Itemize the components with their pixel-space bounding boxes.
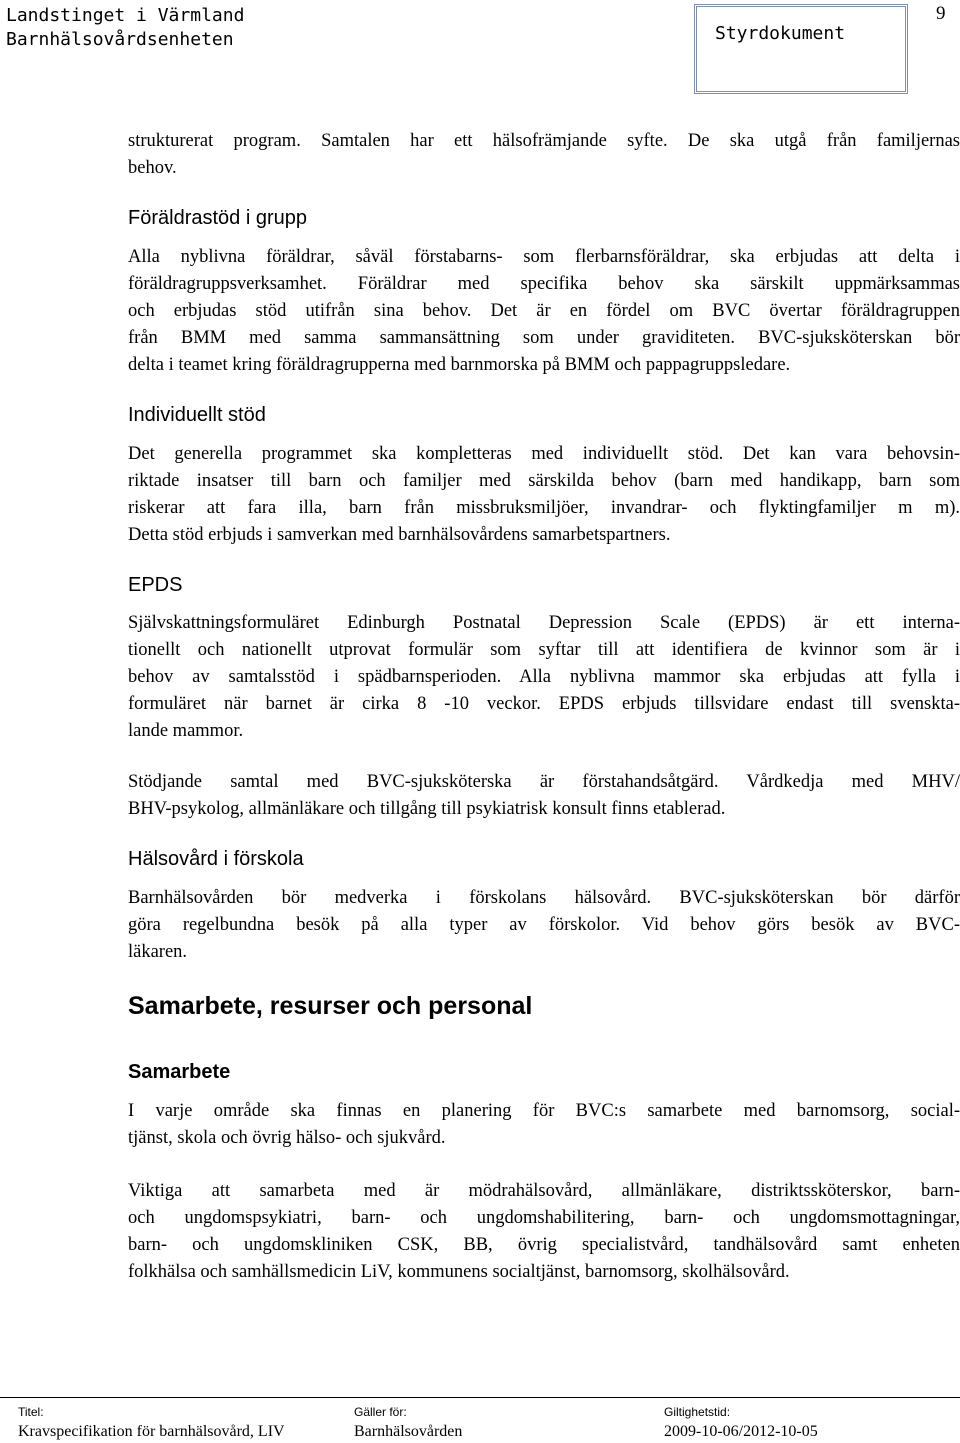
section-heading-epds: EPDS <box>128 574 183 596</box>
section-heading-forskola: Hälsovård i förskola <box>128 848 304 870</box>
subheading-samarbete: Samarbete <box>128 1061 231 1083</box>
paragraph-line: från BMM med samma sammansättning som under graviditeten. BVC-sjuksköterskan bör <box>128 328 960 348</box>
footer-applies-label: Gäller för: <box>354 1405 407 1419</box>
paragraph-line: tionellt och nationellt utprovat formulär som syftar till att identifiera de kvinnor som är i <box>128 640 960 660</box>
paragraph-line: Stödjande samtal med BVC-sjuksköterska är förstahandsåtgärd. Vårdkedja med MHV/ <box>128 772 960 792</box>
paragraph-line: och ungdomspsykiatri, barn- och ungdomshabilitering, barn- och ungdomsmottagningar, <box>128 1208 960 1228</box>
paragraph-line: föräldragruppsverksamhet. Föräldrar med specifika behov ska särskilt uppmärksammas <box>128 274 960 294</box>
paragraph-line: Barnhälsovården bör medverka i förskolans hälsovård. BVC-sjuksköterskan bör därför <box>128 888 960 908</box>
paragraph-line: läkaren. <box>128 942 188 962</box>
paragraph-line: behov av samtalsstöd i spädbarnsperioden. Alla nyblivna mammor ska erbjudas att fylla i <box>128 667 960 687</box>
paragraph-line: formuläret när barnet är cirka 8 -10 veckor. EPDS erbjuds tillsvidare endast till svenskta- <box>128 694 960 714</box>
header-unit-name: Barnhälsovårdsenheten <box>6 29 234 50</box>
paragraph-line: BHV-psykolog, allmänläkare och tillgång till psykiatrisk konsult finns etablerad. <box>128 799 726 819</box>
section-heading-individuellt: Individuellt stöd <box>128 404 266 426</box>
paragraph-line: lande mammor. <box>128 721 244 741</box>
footer-title-label: Titel: <box>18 1405 44 1419</box>
paragraph-line: Viktiga att samarbeta med är mödrahälsovård, allmänläkare, distriktssköterskor, barn- <box>128 1181 960 1201</box>
paragraph-line: Detta stöd erbjuds i samverkan med barnhälsovårdens samarbetspartners. <box>128 525 671 545</box>
document-type-label: Styrdokument <box>715 23 846 44</box>
footer-validity-value: 2009-10-06/2012-10-05 <box>664 1423 818 1440</box>
paragraph-line: folkhälsa och samhällsmedicin LiV, kommunens socialtjänst, barnomsorg, skolhälsovård. <box>128 1262 790 1282</box>
paragraph-line: Alla nyblivna föräldrar, såväl förstabarns- som flerbarnsföräldrar, ska erbjudas att delta i <box>128 247 960 267</box>
paragraph-line: riktade insatser till barn och familjer med särskilda behov (barn med handikapp, barn som <box>128 471 960 491</box>
paragraph-line: tjänst, skola och övrig hälso- och sjukvård. <box>128 1128 446 1148</box>
paragraph-line: delta i teamet kring föräldragrupperna med barnmorska på BMM och pappagruppsledare. <box>128 355 791 375</box>
paragraph-line: göra regelbundna besök på alla typer av förskolor. Vid behov görs besök av BVC- <box>128 915 960 935</box>
paragraph-line: och erbjudas stöd utifrån sina behov. Det är en fördel om BVC övertar föräldragruppen <box>128 301 960 321</box>
paragraph-line: I varje område ska finnas en planering för BVC:s samarbete med barnomsorg, social- <box>128 1101 960 1121</box>
paragraph-line: strukturerat program. Samtalen har ett hälsofrämjande syfte. De ska utgå från familjernas <box>128 131 960 151</box>
paragraph-line: Självskattningsformuläret Edinburgh Postnatal Depression Scale (EPDS) är ett interna- <box>128 613 960 633</box>
paragraph-line: riskerar att fara illa, barn från missbruksmiljöer, invandrar- och flyktingfamiljer m m). <box>128 498 960 518</box>
paragraph-line: Det generella programmet ska kompletteras med individuellt stöd. Det kan vara behovsin- <box>128 444 960 464</box>
page-number: 9 <box>936 3 946 24</box>
header-organization <box>6 4 244 52</box>
document-type-box <box>694 4 908 94</box>
footer-applies-value: Barnhälsovården <box>354 1423 463 1440</box>
chapter-heading-samarbete-resurser: Samarbete, resurser och personal <box>128 992 533 1020</box>
header-org-name: Landstinget i Värmland <box>6 5 245 26</box>
paragraph-line: behov. <box>128 158 177 178</box>
footer-validity-label: Giltighetstid: <box>664 1405 731 1419</box>
footer-title-value: Kravspecifikation för barnhälsovård, LIV <box>18 1423 285 1440</box>
paragraph-line: barn- och ungdomskliniken CSK, BB, övrig specialistvård, tandhälsovård samt enheten <box>128 1235 960 1255</box>
footer-divider <box>0 1397 960 1398</box>
section-heading-foraldrastod: Föräldrastöd i grupp <box>128 207 307 229</box>
